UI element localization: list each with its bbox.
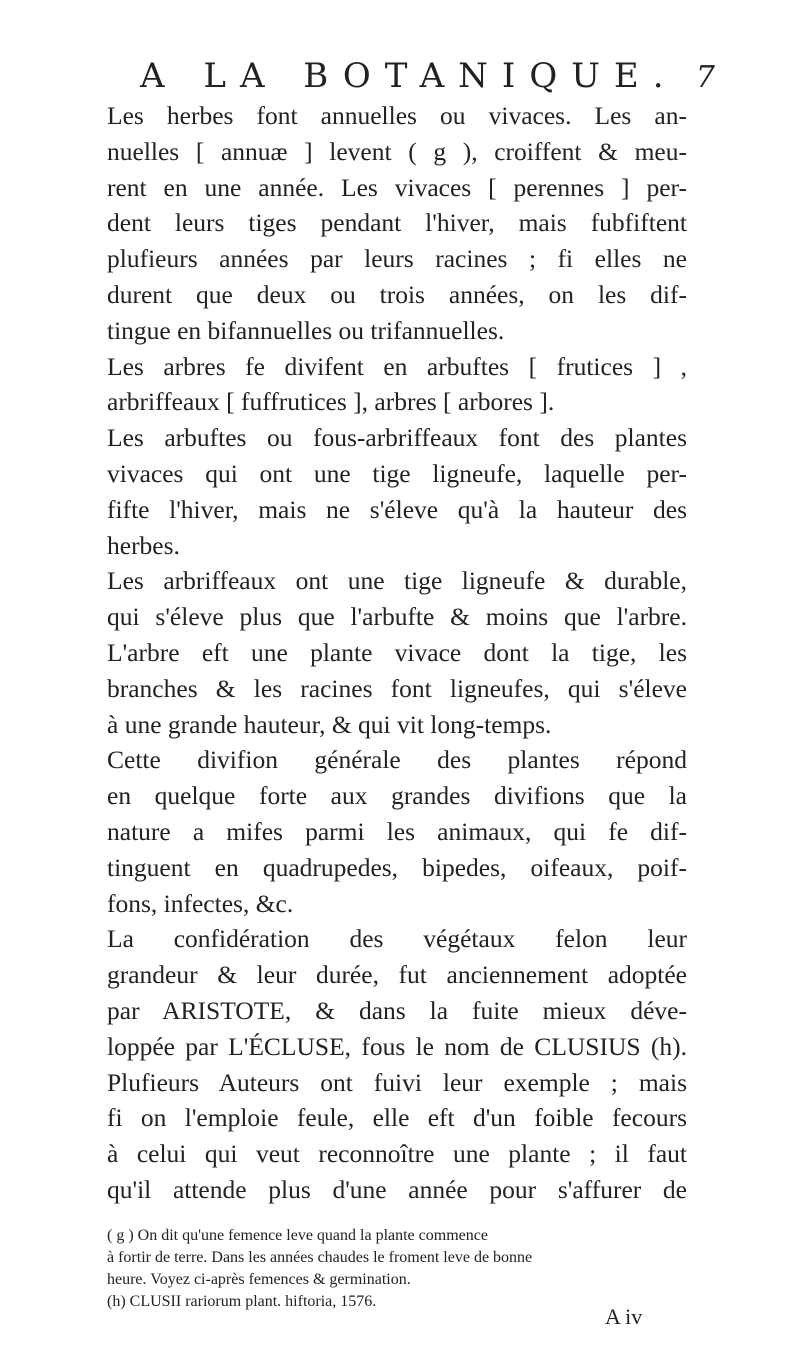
signature-mark: A iv xyxy=(605,1304,643,1329)
footnote-line: à fortir de terre. Dans les années chaudes le froment leve de bonne xyxy=(107,1249,533,1266)
text-line: loppée par L'ÉCLUSE, fous le nom de CLUSIUS (h). xyxy=(107,1031,687,1061)
text-line: grandeur & leur durée, fut anciennement adoptée xyxy=(107,960,687,990)
text-line: fifte l'hiver, mais ne s'éleve qu'à la hauteur des xyxy=(107,494,687,524)
text-line: durent que deux ou trois années, on les dif- xyxy=(107,279,687,309)
text-line: Cette divifion générale des plantes répond xyxy=(107,745,687,775)
text-line: L'arbre eft une plante vivace dont la tige, les xyxy=(107,637,687,667)
text-line: à une grande hauteur, & qui vit long-temps. xyxy=(107,709,552,739)
text-line: tinguent en quadrupedes, bipedes, oifeaux, poif- xyxy=(107,852,687,882)
running-head: A LA BOTANIQUE. xyxy=(140,56,678,96)
footnote-line: heure. Voyez ci-après femences & germination. xyxy=(107,1271,411,1288)
text-line: branches & les racines font ligneufes, qui s'éleve xyxy=(107,673,687,703)
page-header xyxy=(140,56,715,96)
text-line: en quelque forte aux grandes divifions que la xyxy=(107,781,687,811)
text-line: Plufieurs Auteurs ont fuivi leur exemple ; mais xyxy=(107,1067,687,1097)
text-line: nature a mifes parmi les animaux, qui fe dif- xyxy=(107,816,687,846)
text-line: par ARISTOTE, & dans la fuite mieux déve- xyxy=(107,995,687,1025)
text-line: Les herbes font annuelles ou vivaces. Les an- xyxy=(107,101,687,130)
page-number: 7 xyxy=(695,60,715,95)
text-line: tingue en bifannuelles ou trifannuelles. xyxy=(107,315,505,345)
footnote-line: ( g ) On dit qu'une femence leve quand la plante commence xyxy=(107,1227,488,1244)
text-line: plufieurs années par leurs racines ; fi elles ne xyxy=(107,244,687,274)
footnote-line: (h) CLUSII rariorum plant. hiftoria, 1576. xyxy=(107,1293,377,1310)
text-line: qui s'éleve plus que l'arbufte & moins que l'arbre. xyxy=(107,602,687,632)
footnotes xyxy=(107,1225,687,1313)
text-line: Les arbres fe divifent en arbuftes [ frutices ] , xyxy=(107,351,687,381)
text-line: La confidération des végétaux felon leur xyxy=(107,924,687,954)
text-line: à celui qui veut reconnoître une plante ; il faut xyxy=(107,1139,687,1169)
text-line: qu'il attende plus d'une année pour s'affurer de xyxy=(107,1174,687,1204)
text-line: nuelles [ annuæ ] levent ( g ), croiffent & meu- xyxy=(107,136,687,166)
text-line: vivaces qui ont une tige ligneufe, laquelle per- xyxy=(107,458,687,488)
text-line: Les arbuftes ou fous-arbriffeaux font des plantes xyxy=(107,423,687,453)
text-line: arbriffeaux [ fuffrutices ], arbres [ arbores ]. xyxy=(107,387,555,417)
text-line: fons, infectes, &c. xyxy=(107,888,294,918)
body-text xyxy=(107,98,687,1208)
text-line: Les arbriffeaux ont une tige ligneufe & durable, xyxy=(107,566,687,596)
text-line: rent en une année. Les vivaces [ perennes ] per- xyxy=(107,172,687,202)
text-line: fi on l'emploie feule, elle eft d'un foible fecours xyxy=(107,1103,687,1133)
text-line: herbes. xyxy=(107,530,180,560)
text-line: dent leurs tiges pendant l'hiver, mais fubfiftent xyxy=(107,208,687,238)
